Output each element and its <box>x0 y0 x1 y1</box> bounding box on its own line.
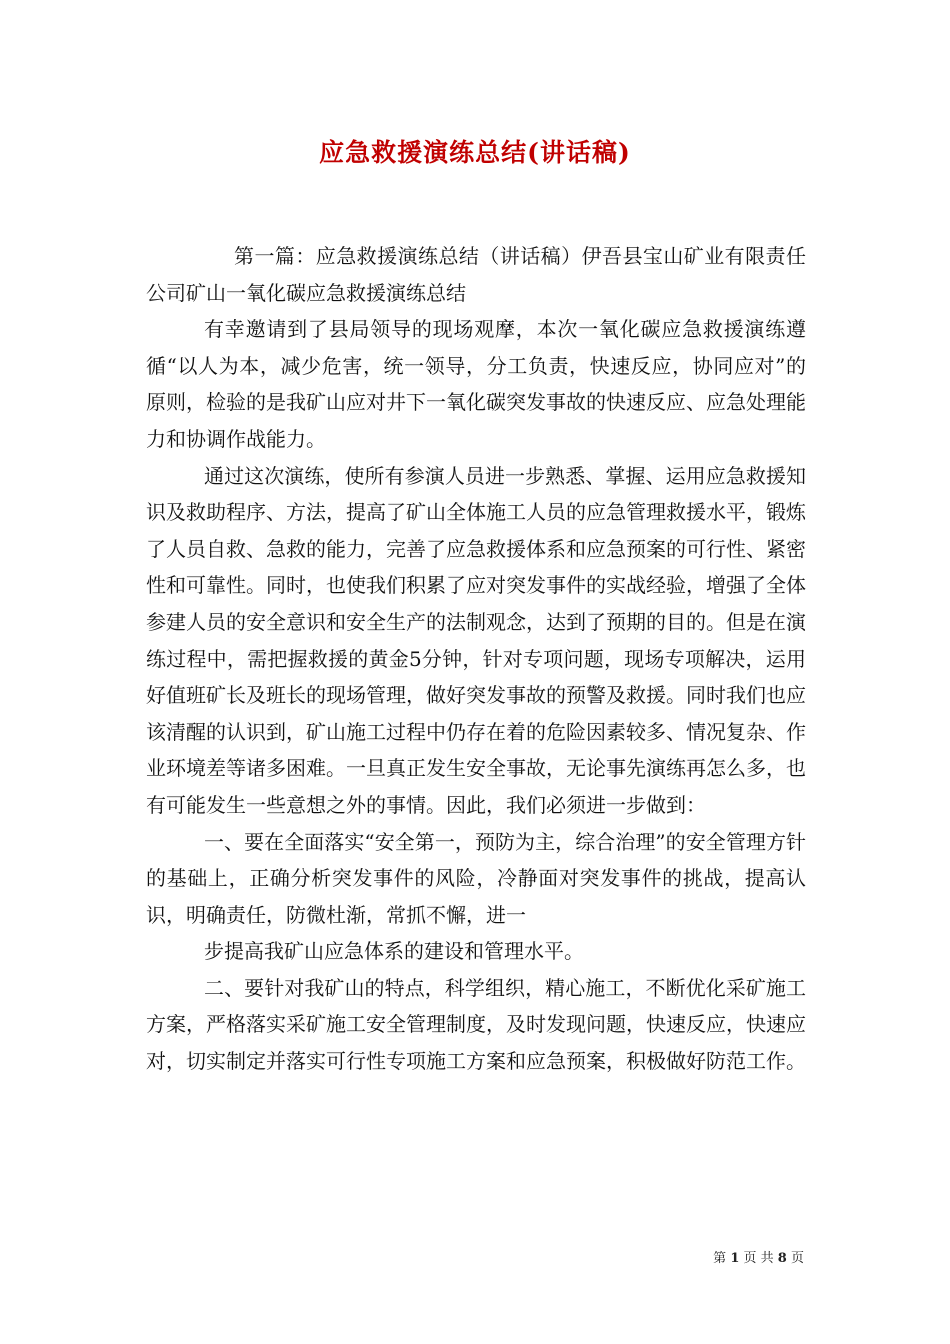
total-page-count: 8 <box>777 1251 787 1266</box>
paragraph-point-one-continued: 步提高我矿山应急体系的建设和管理水平。 <box>204 939 584 964</box>
document-body <box>146 238 806 1080</box>
page-number-footer <box>713 1247 804 1266</box>
paragraph-drill-results: 通过这次演练，使所有参演人员进一步熟悉、掌握、运用应急救援知识及救助程序、方法，提高了矿山全体施工人员的应急管理救援水平，锻炼了人员自救、急救的能力，完善了应急救援体系和应急预案的可行性、紧密性和可靠性。同时，也使我们积累了应对突发事件的实战经验，增强了全体参建人员的安全意识和安全生产的法制观念，达到了预期的目的。但是在演练过程中，需把握救援的黄金5分钟，针对专项问题，现场专项解决，运用好值班矿长及班长的现场管理，做好突发事故的预警及救援。同时我们也应该清醒的认识到，矿山施工过程中仍存在着的危险因素较多、情况复杂、作业环境差等诸多困难。一旦真正发生安全事故，无论事先演练再怎么多，也有可能发生一些意想之外的事情。因此，我们必须进一步做到： <box>146 463 806 817</box>
paragraph-observation: 有幸邀请到了县局领导的现场观摩，本次一氧化碳应急救援演练遵循“以人为本，减少危害，统一领导，分工负责，快速反应，协同应对”的原则，检验的是我矿山应对井下一氧化碳突发事故的快速反应、应急处理能力和协调作战能力。 <box>146 317 806 451</box>
current-page-number: 1 <box>730 1251 740 1266</box>
footer-suffix: 页 <box>790 1251 804 1266</box>
paragraph-point-one: 一、要在全面落实“安全第一，预防为主，综合治理”的安全管理方针的基础上，正确分析突发事件的风险，冷静面对突发事件的挑战，提高认识，明确责任，防微杜渐，常抓不懈，进一 <box>146 829 806 927</box>
footer-prefix: 第 <box>713 1251 727 1266</box>
document-title: 应急救援演练总结(讲话稿) <box>319 138 631 167</box>
paragraph-point-two: 二、要针对我矿山的特点，科学组织，精心施工，不断优化采矿施工方案，严格落实采矿施工安全管理制度，及时发现问题，快速反应，快速应对，切实制定并落实可行性专项施工方案和应急预案，积极做好防范工作。 <box>146 975 806 1074</box>
paragraph-intro: 第一篇：应急救援演练总结（讲话稿）伊吾县宝山矿业有限责任公司矿山一氧化碳应急救援演练总结 <box>146 244 806 305</box>
footer-middle: 页 共 <box>743 1251 774 1266</box>
